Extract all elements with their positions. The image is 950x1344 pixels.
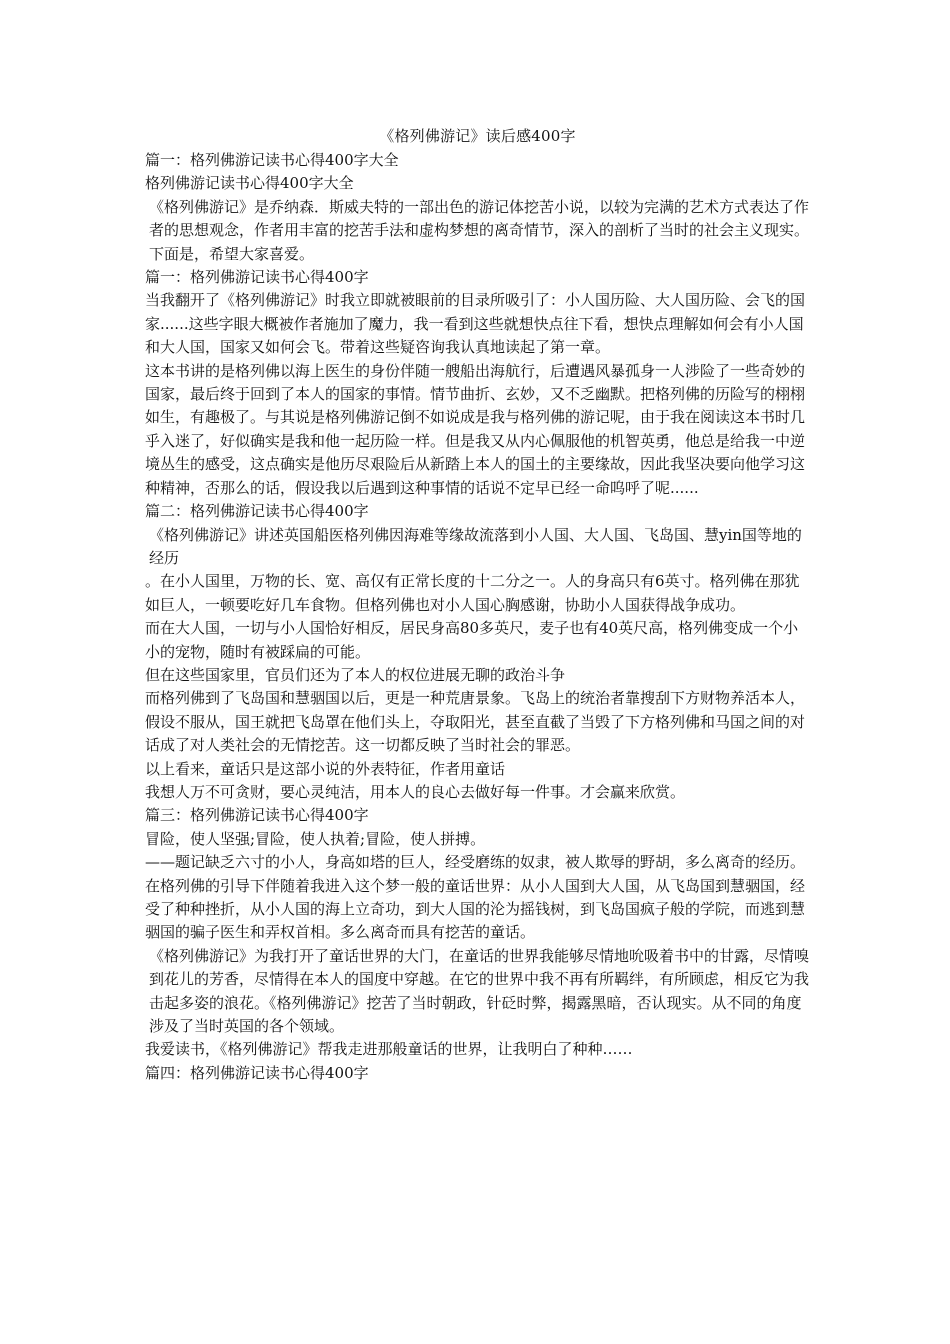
section-heading-1-repeat: 篇一：格列佛游记读书心得400字 [145,268,369,287]
document-title: 《格列佛游记》读后感400字 [379,127,576,145]
section-heading-2: 篇二：格列佛游记读书心得400字 [145,502,369,521]
paragraph: 但在这些国家里，官员们还为了本人的权位进展无聊的政治斗争 [145,665,566,684]
paragraph: 冒险，使人坚强;冒险，使人执着;冒险，使人拼搏。 [145,829,486,848]
paragraph: 我想人万不可贪财，要心灵纯洁，用本人的良心去做好每一件事。才会赢来欣赏。 [145,782,686,801]
paragraph: 当我翻开了《格列佛游记》时我立即就被眼前的目录所吸引了：小人国历险、大人国历险、会飞的国家......这些字眼大概被作者施加了魔力，我一看到这些就想快点往下看，想快点理解如何会有小人国和大人国，国家又如何会飞。带着这些疑咨询我认真地读起了第一章。 [145,291,806,357]
paragraph: 《格列佛游记》讲述英国船医格列佛因海难等缘故流落到小人国、大人国、飞岛国、慧yin国等地的经历 [149,525,802,567]
paragraph: 我爱读书，《格列佛游记》帮我走进那般童话的世界，让我明白了种种…… [145,1040,633,1059]
document-page [145,125,810,1085]
paragraph: ——题记缺乏六寸的小人，身高如塔的巨人，经受磨练的奴隶，被人欺辱的野胡，多么离奇的经历。在格列佛的引导下伴随着我进入这个梦一般的童话世界：从小人国到大人国，从飞岛国到慧骃国，经受了种种挫折，从小人国的海上立奇功，到大人国的沦为摇钱树，到飞岛国疯子般的学院，而逃到慧骃国的骗子医生和弄权首相。多么离奇而具有挖苦的童话。 [145,853,806,942]
subheading: 格列佛游记读书心得400字大全 [145,174,354,193]
paragraph: 《格列佛游记》为我打开了童话世界的大门，在童话的世界我能够尽情地吮吸着书中的甘露，尽情嗅到花儿的芳香，尽情得在本人的国度中穿越。在它的世界中我不再有所羁绊，有所顾虑，相反它为我击起多姿的浪花。《格列佛游记》挖苦了当时朝政，针砭时弊，揭露黑暗，否认现实。从不同的角度涉及了当时英国的各个领域。 [149,946,810,1036]
section-heading-3: 篇三：格列佛游记读书心得400字 [145,806,369,825]
paragraph: 这本书讲的是格列佛以海上医生的身份伴随一艘船出海航行，后遭遇风暴孤身一人涉险了一些奇妙的国家，最后终于回到了本人的国家的事情。情节曲折、玄妙，又不乏幽默。把格列佛的历险写的栩栩如生，有趣极了。与其说是格列佛游记倒不如说成是我与格列佛的游记呢，由于我在阅读这本书时几乎入迷了，好似确实是我和他一起历险一样。但是我又从内心佩服他的机智英勇，他总是给我一中逆境丛生的感受，这点确实是他历尽艰险后从新踏上本人的国土的主要缘故，因此我坚决要向他学习这种精神，否那么的话，假设我以后遇到这种事情的话说不定早已经一命呜呼了呢...... [145,361,806,497]
paragraph: 以上看来，童话只是这部小说的外表特征，作者用童话 [145,759,506,778]
paragraph: 而格列佛到了飞岛国和慧骃国以后，更是一种荒唐景象。飞岛上的统治者靠搜刮下方财物养活本人，假设不服从，国王就把飞岛罩在他们头上，夺取阳光，甚至直截了当毁了下方格列佛和马国之间的对话成了对人类社会的无情挖苦。这一切都反映了当时社会的罪恶。 [145,689,806,755]
section-heading-4: 篇四：格列佛游记读书心得400字 [145,1063,369,1082]
paragraph: 。在小人国里，万物的长、宽、高仅有正常长度的十二分之一。人的身高只有6英寸。格列佛在那犹如巨人，一顿要吃好几车食物。但格列佛也对小人国心胸感谢，协助小人国获得战争成功。 [145,572,800,614]
intro-paragraph: 《格列佛游记》是乔纳森．斯威夫特的一部出色的游记体挖苦小说，以较为完满的艺术方式表达了作者的思想观念，作者用丰富的挖苦手法和虚构梦想的离奇情节，深入的剖析了当时的社会主义现实。下面是，希望大家喜爱。 [149,197,810,263]
section-heading-1: 篇一：格列佛游记读书心得400字大全 [145,151,399,169]
paragraph: 而在大人国，一切与小人国恰好相反，居民身高80多英尺，麦子也有40英尺高，格列佛变成一个小小的宠物，随时有被踩扁的可能。 [145,619,799,661]
